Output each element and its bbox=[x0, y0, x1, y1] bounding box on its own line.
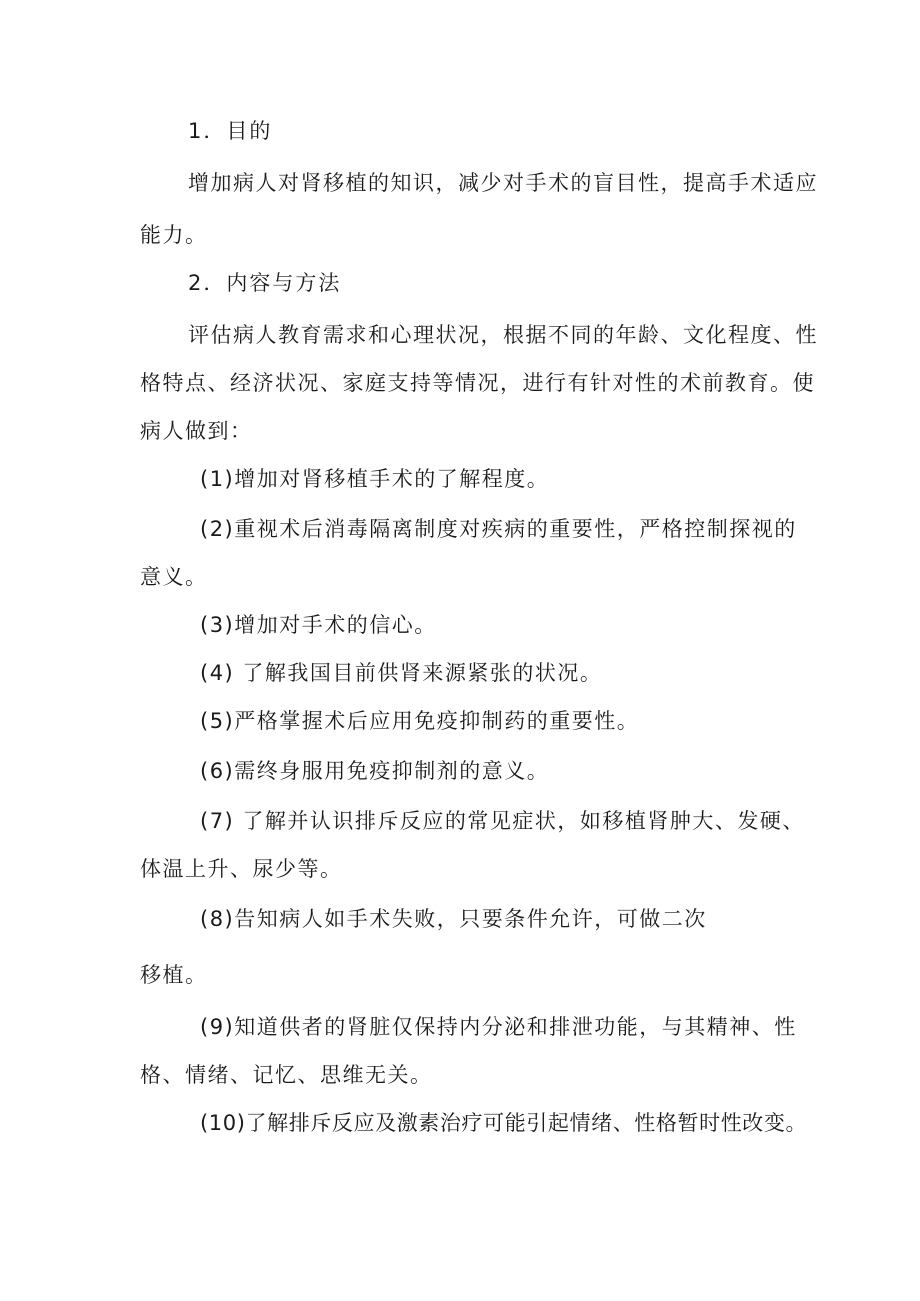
section-1-heading: 1．目的 bbox=[188, 119, 273, 143]
list-item-4: (4) 了解我国目前供肾来源紧张的状况。 bbox=[200, 661, 603, 685]
section-2-intro-line-1: 评估病人教育需求和心理状况，根据不同的年龄、文化程度、性 bbox=[188, 323, 818, 347]
list-item-1: (1)增加对肾移植手术的了解程度。 bbox=[200, 467, 550, 491]
list-item-8-line-2: 移植。 bbox=[140, 963, 208, 987]
list-item-7-line-1: (7) 了解并认识排斥反应的常见症状，如移植肾肿大、发硬、 bbox=[200, 809, 805, 833]
list-item-2-line-2: 意义。 bbox=[140, 565, 208, 589]
list-item-9-line-1: (9)知道供者的肾脏仅保持内分泌和排泄功能，与其精神、性 bbox=[200, 1015, 797, 1039]
list-item-2-line-1: (2)重视术后消毒隔离制度对疾病的重要性，严格控制探视的 bbox=[200, 517, 797, 541]
list-item-10: (10)了解排斥反应及激素治疗可能引起情绪、性格暂时性改变。 bbox=[200, 1111, 808, 1135]
list-item-6: (6)需终身服用免疫抑制剂的意义。 bbox=[200, 759, 550, 783]
list-item-7-line-2: 体温上升、尿少等。 bbox=[140, 857, 343, 881]
section-2-heading: 2．内容与方法 bbox=[188, 271, 342, 295]
section-2-intro-line-3: 病人做到： bbox=[140, 419, 253, 443]
section-1-paragraph-line-1: 增加病人对肾移植的知识，减少对手术的盲目性，提高手术适应 bbox=[188, 171, 818, 195]
list-item-5: (5)严格掌握术后应用免疫抑制药的重要性。 bbox=[200, 709, 640, 733]
section-1-paragraph-line-2: 能力。 bbox=[140, 223, 208, 247]
list-item-9-line-2: 格、情绪、记忆、思维无关。 bbox=[140, 1063, 433, 1087]
list-item-3: (3)增加对手术的信心。 bbox=[200, 613, 437, 637]
section-2-intro-line-2: 格特点、经济状况、家庭支持等情况，进行有针对性的术前教育。使 bbox=[140, 371, 815, 395]
list-item-8-line-1: (8)告知病人如手术失败，只要条件允许，可做二次 bbox=[200, 907, 707, 931]
